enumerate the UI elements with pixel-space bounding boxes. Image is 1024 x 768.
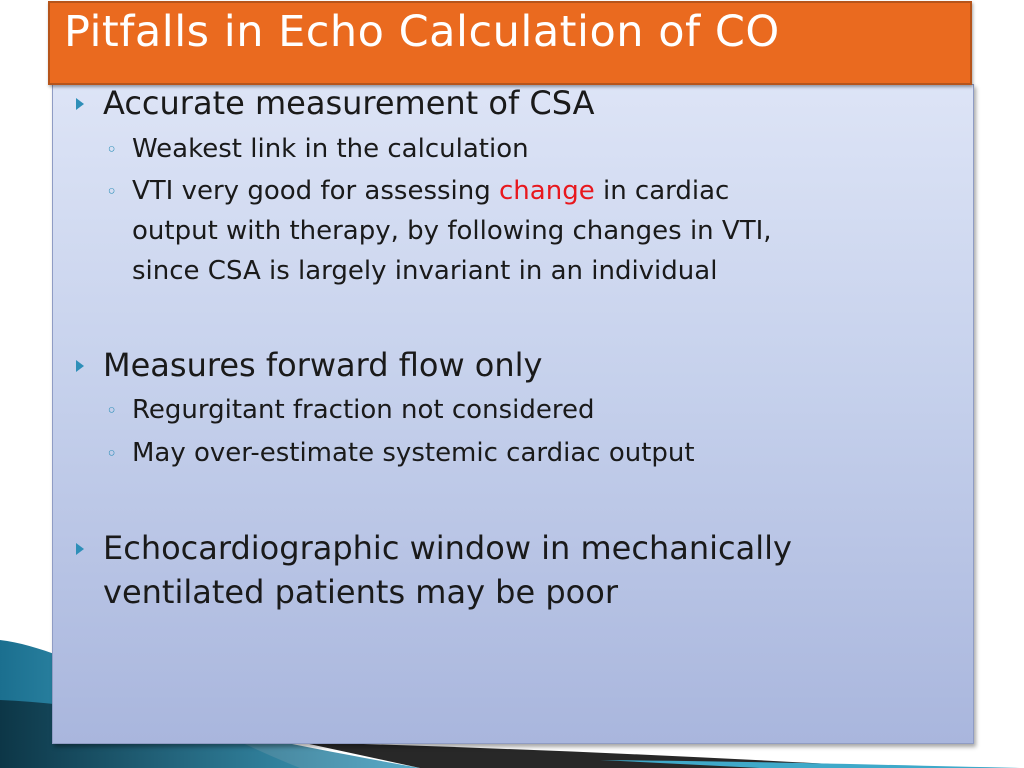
vti-highlight-change: change [499, 176, 595, 206]
bullet-csa: Accurate measurement of CSA [103, 84, 595, 122]
circle-bullet-icon: ◦ [106, 139, 118, 161]
circle-bullet-icon: ◦ [106, 443, 118, 465]
sub-bullet-vti-line3: since CSA is largely invariant in an individual [132, 256, 718, 286]
sub-bullet-weakest-link: Weakest link in the calculation [132, 134, 529, 164]
triangle-bullet-icon [76, 98, 84, 110]
vti-text-after: in cardiac [594, 176, 730, 206]
title-bar [48, 1, 972, 85]
bullet-forward-flow: Measures forward flow only [103, 346, 543, 384]
sub-bullet-over-estimate: May over-estimate systemic cardiac output [132, 438, 695, 468]
triangle-bullet-icon [76, 360, 84, 372]
circle-bullet-icon: ◦ [106, 400, 118, 422]
sub-bullet-regurgitant: Regurgitant fraction not considered [132, 395, 595, 425]
sub-bullet-vti-line2: output with therapy, by following changes in VTI, [132, 216, 772, 246]
slide-title: Pitfalls in Echo Calculation of CO [64, 7, 780, 57]
triangle-bullet-icon [76, 543, 84, 555]
sub-bullet-vti-line1 [132, 171, 729, 211]
bullet-echo-window-line2: ventilated patients may be poor [103, 573, 618, 611]
vti-text-before: VTI very good for assessing [132, 176, 500, 206]
circle-bullet-icon: ◦ [106, 181, 118, 203]
bullet-echo-window-line1: Echocardiographic window in mechanically [103, 529, 792, 567]
